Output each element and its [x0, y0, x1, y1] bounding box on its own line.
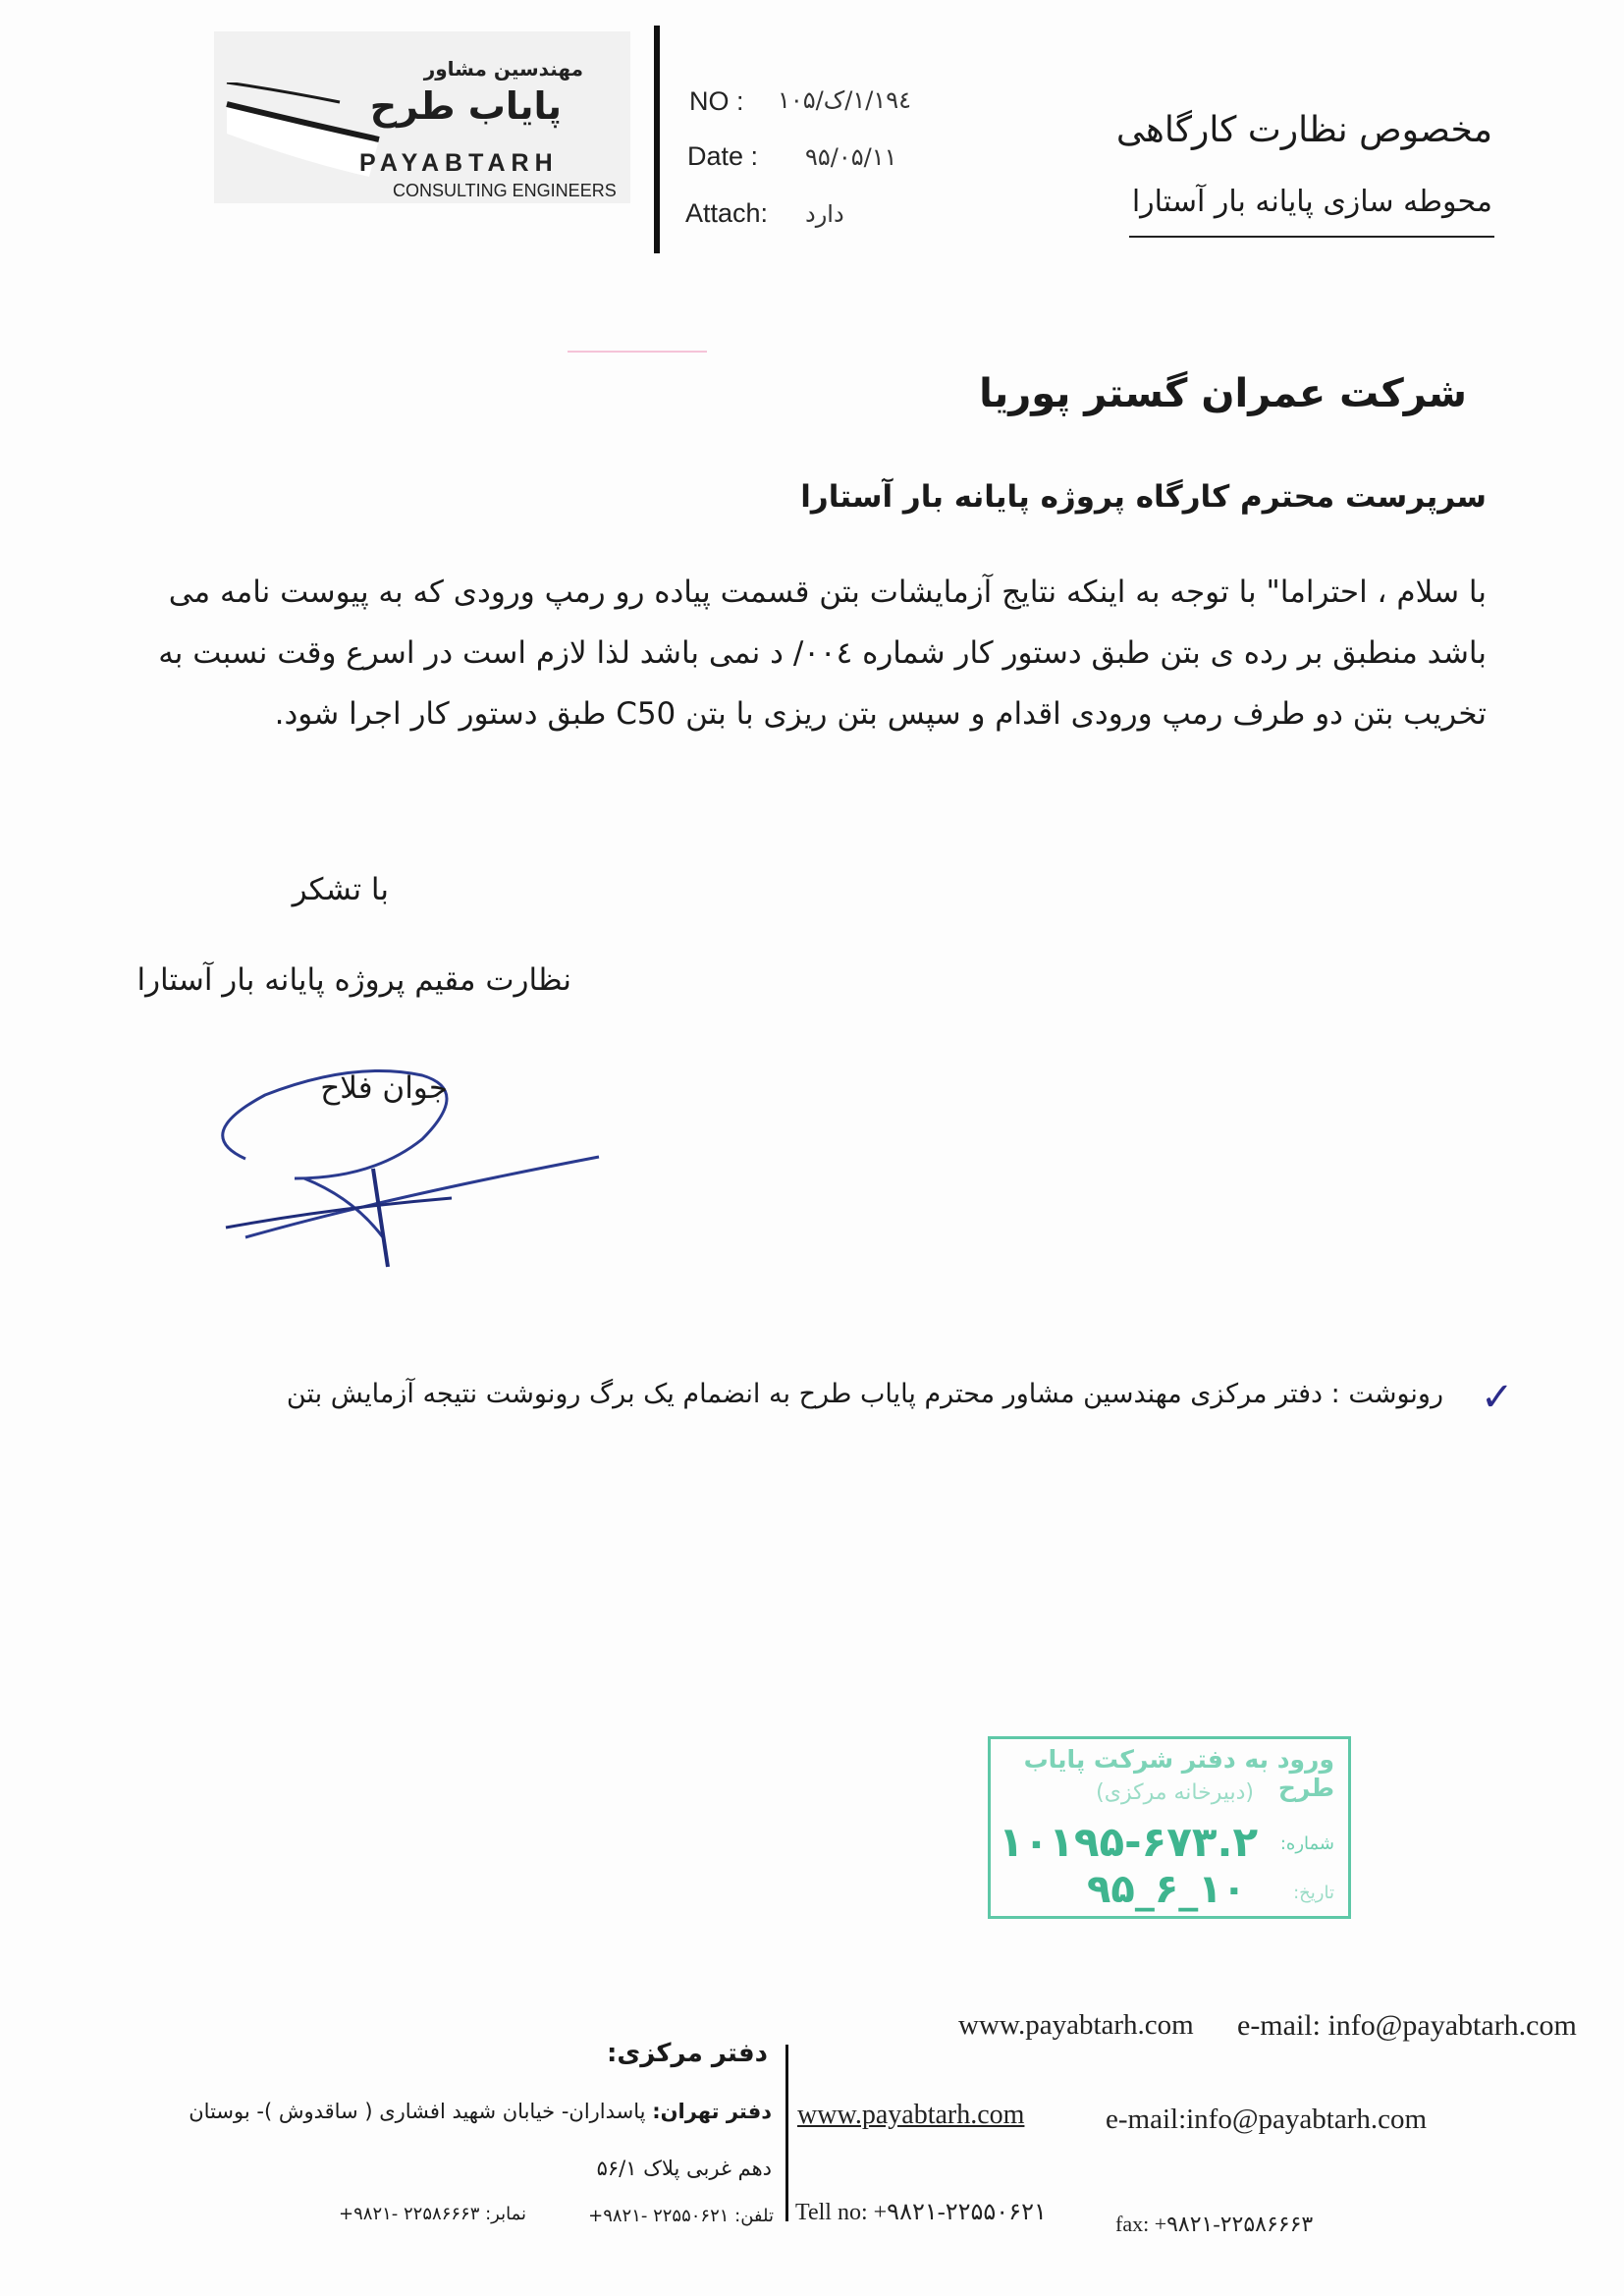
footer-fax-label: نمابر: [485, 2204, 526, 2224]
letter-date-label: Date : [687, 141, 759, 171]
footer-address-text: پاسداران- خیابان شهید افشاری ( ساقدوش )- بوستان [189, 2100, 646, 2123]
stamp-date-label: تاریخ: [1293, 1883, 1334, 1903]
footer-divider [785, 2045, 788, 2221]
signer-title: نظارت مقیم پروژه پایانه بار آستارا [136, 962, 571, 998]
footer-office-heading: دفتر مرکزی: [607, 2039, 768, 2068]
recipient-title: سرپرست محترم کارگاه پروژه پایانه بار آستارا [800, 479, 1487, 515]
logo-persian-subtitle: مهندسین مشاور [423, 57, 583, 81]
header-title: مخصوص نظارت کارگاهی [1115, 110, 1492, 150]
letter-body: با سلام ، احتراما" با توجه به اینکه نتایج آزمایشات بتن قسمت پیاده رو رمپ ورودی که به پیوست نامه می باشد منطبق بر رده ی بتن طبق دستور کار شماره ۰۰٤/ د نمی باشد لذا لازم است در اسرع وقت نسبت به تخریب بتن دو طرف رمپ ورودی اقدام و سپس بتن ریزی با بتن C50 طبق دستور کار اجرا شود. [158, 574, 1487, 732]
stamp-heading: ورود به دفتر شرکت پایاب طرح [1023, 1745, 1334, 1802]
letter-number-label: NO : [689, 86, 744, 116]
carbon-copy-note: رونوشت : دفتر مرکزی مهندسین مشاور محترم پایاب طرح به انضمام یک برگ رونوشت نتیجه آزمایش بتن [286, 1379, 1443, 1409]
footer-website-link-secondary[interactable]: www.payabtarh.com [797, 2100, 1025, 2130]
footer-telephone: Tell no: +۹۸۲۱-۲۲۵۵۰۶۲۱ [795, 2200, 1047, 2225]
footer-email-link[interactable]: e-mail: info@payabtarh.com [1237, 2009, 1577, 2042]
signer-name: جوان فلاح [320, 1070, 448, 1106]
footer-fax-persian [339, 2204, 526, 2224]
footer-address-line-1 [189, 2100, 772, 2123]
stamp-number-value: ۱۰۱۹۵-۶۷۳.۲ [999, 1818, 1259, 1866]
footer-website-link[interactable]: www.payabtarh.com [958, 2009, 1194, 2041]
stamp-subheading: (دبیرخانه مرکزی) [1096, 1780, 1254, 1805]
attachment-value: دارد [805, 200, 844, 228]
footer-tel-value: ۲۲۵۵۰۶۲۱ -۹۸۲۱+ [588, 2206, 730, 2226]
company-logo [214, 31, 630, 203]
logo-persian-name: پایاب طرح [369, 84, 562, 128]
stamp-date-value: ۹۵_۶_۱۰ [1087, 1867, 1247, 1912]
decorative-line [568, 351, 707, 353]
letter-number-value: ۱۹٤/۱/ک/۱۰۵ [778, 86, 911, 114]
header-divider [654, 26, 660, 253]
footer-address-label: دفتر تهران: [652, 2100, 772, 2123]
checkmark-icon: ✓ [1481, 1375, 1514, 1420]
stamp-number-label: شماره: [1279, 1833, 1334, 1854]
logo-english-name: PAYABTARH [359, 149, 559, 177]
attachment-label: Attach: [685, 198, 769, 228]
footer-fax: fax: +۹۸۲۱-۲۲۵۸۶۶۶۳ [1115, 2212, 1314, 2236]
header-subtitle: محوطه سازی پایانه بار آستارا [1131, 185, 1492, 219]
logo-english-subtitle: CONSULTING ENGINEERS [393, 181, 617, 200]
footer-address-line-2: دهم غربی پلاک ۵۶/۱ [596, 2157, 772, 2180]
footer-fax-value: ۲۲۵۸۶۶۶۳ -۹۸۲۱+ [339, 2204, 480, 2224]
footer-email-link-secondary[interactable]: e-mail:info@payabtarh.com [1106, 2104, 1428, 2135]
letter-date-value: ۹۵/۰۵/۱۱ [805, 143, 897, 171]
receipt-stamp [988, 1736, 1351, 1919]
closing-thanks: با تشکر [292, 872, 389, 907]
recipient-company: شرکت عمران گستر پوریا [979, 371, 1467, 416]
footer-tel-label: تلفن: [734, 2206, 774, 2226]
footer-telephone-persian [588, 2206, 774, 2226]
title-underline [1129, 236, 1494, 238]
